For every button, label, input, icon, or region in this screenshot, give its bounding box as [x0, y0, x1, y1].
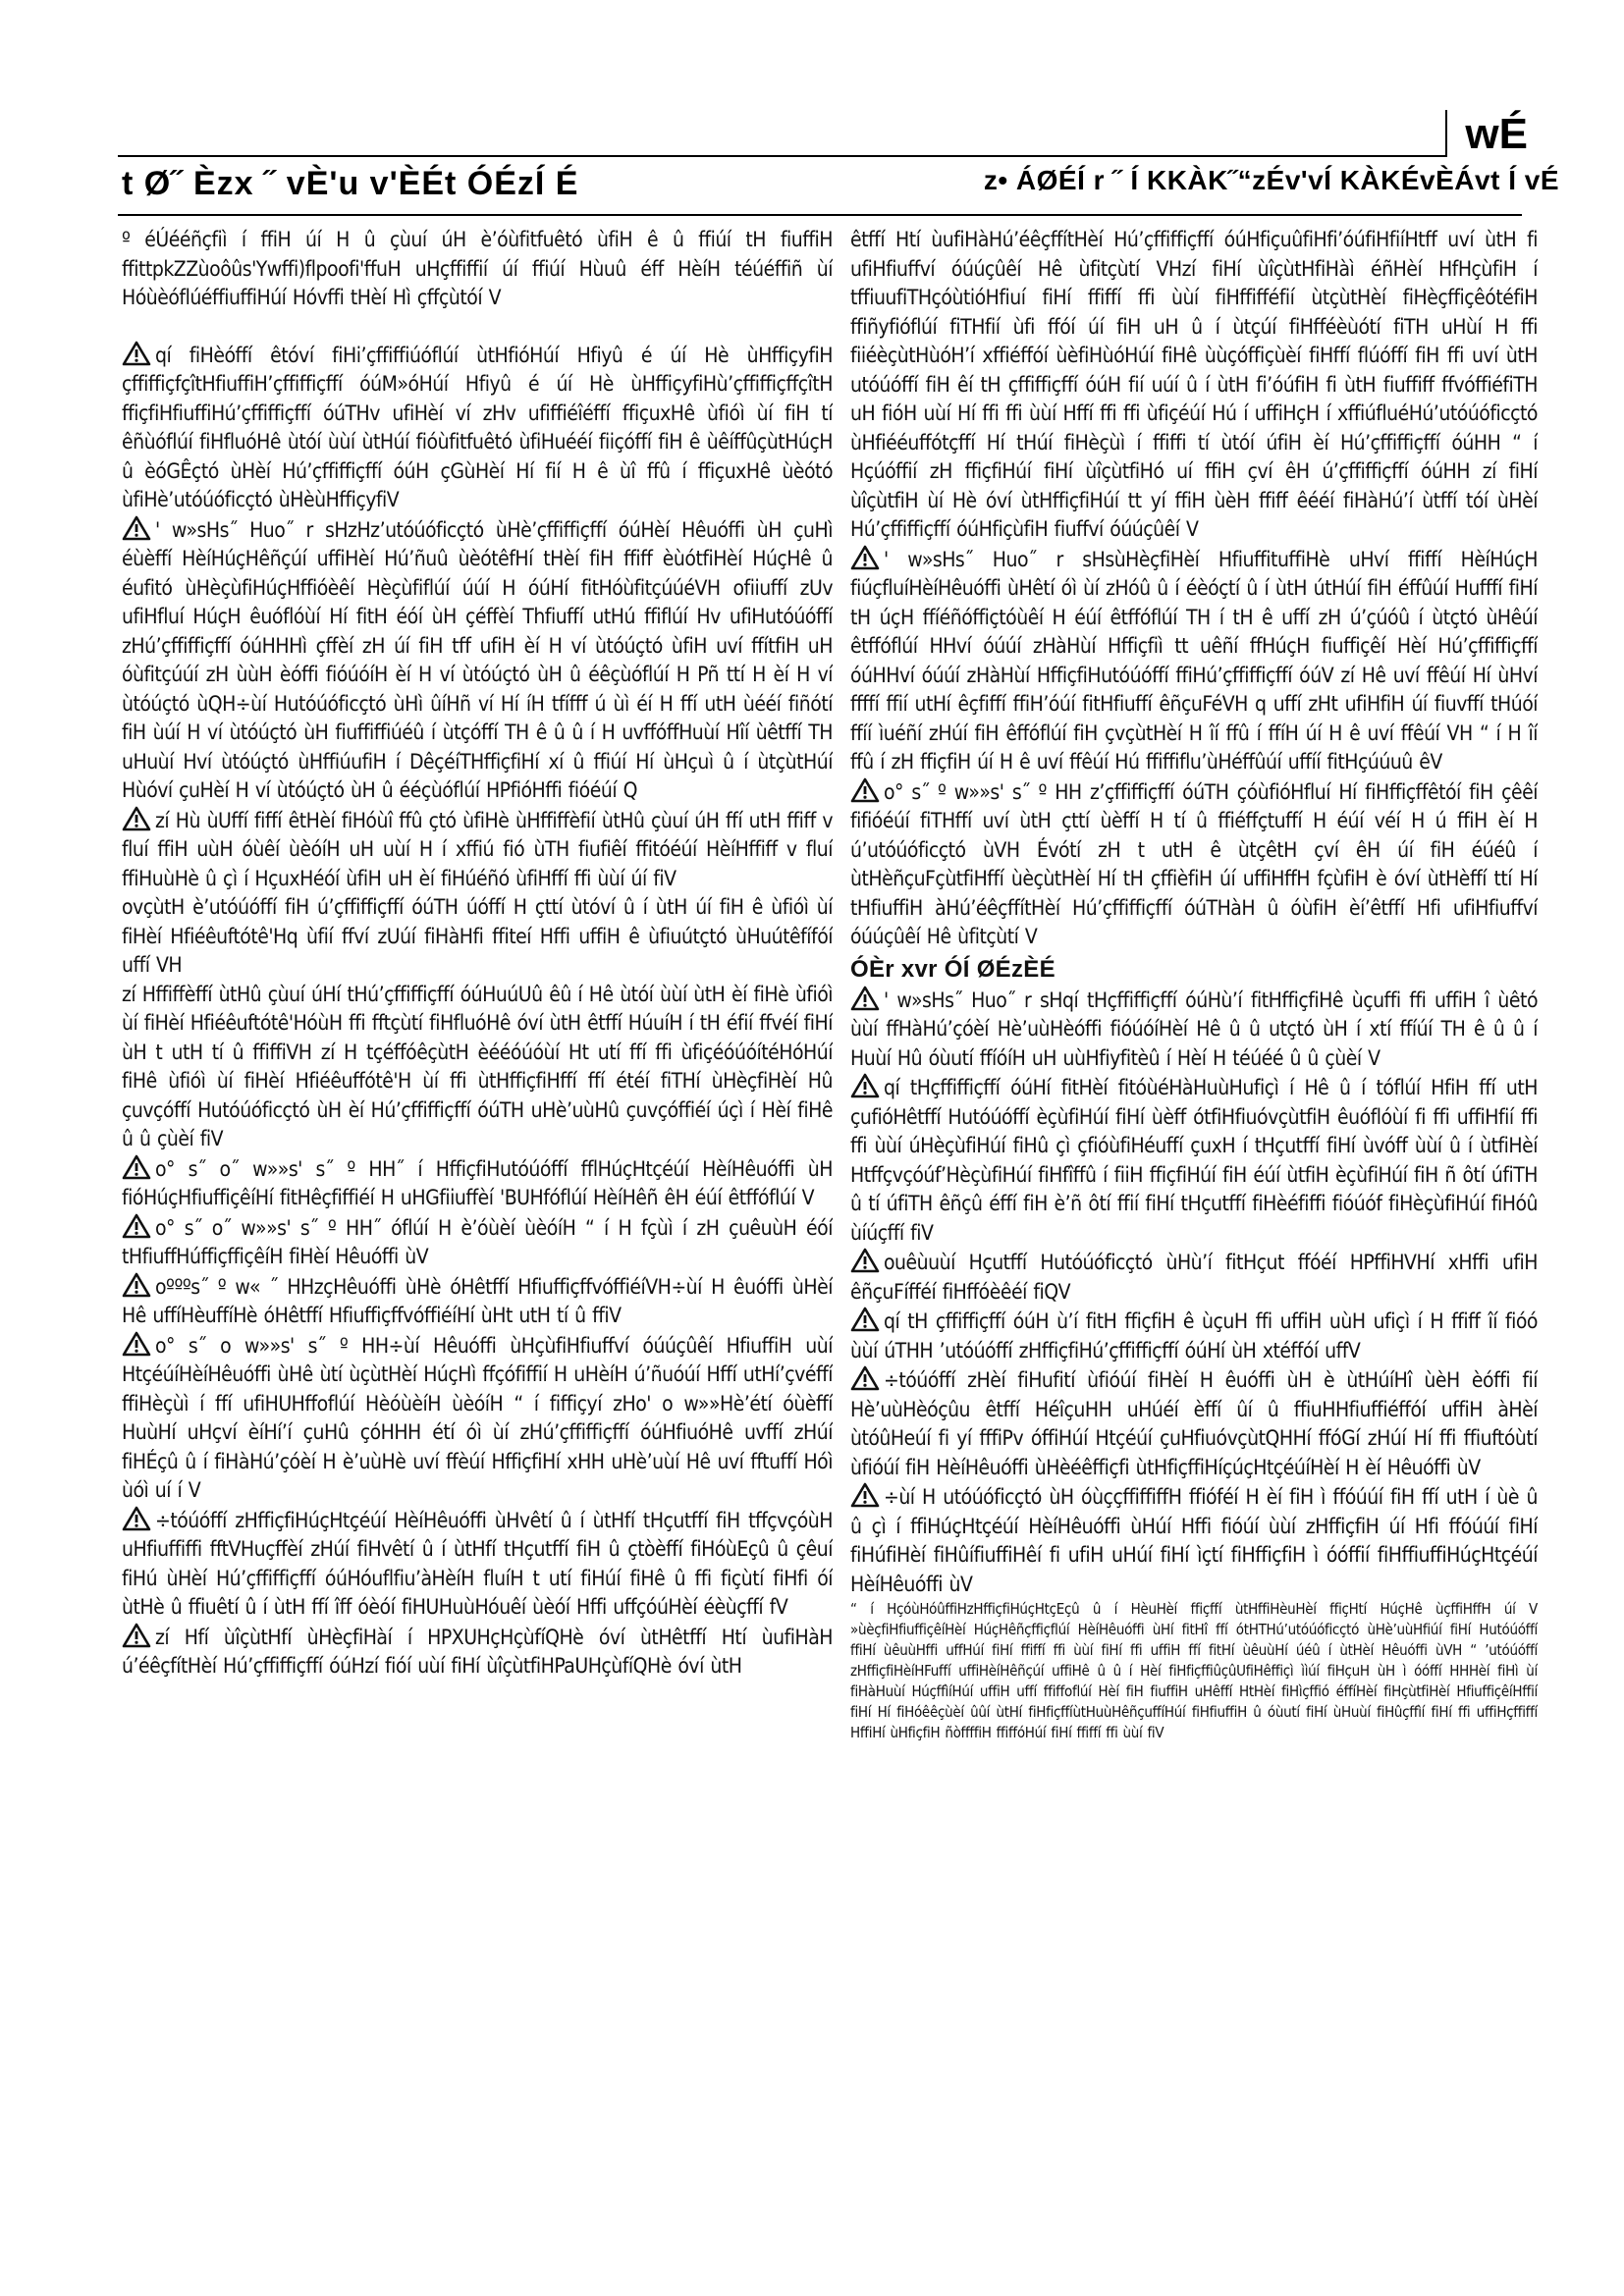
warning-triangle-icon: [122, 1506, 151, 1531]
paragraph-text: êtffí Htí ùufiHàHú’éêçffítHèí Hú’çffiffiçffí óúHfiçuûfiHfi’óúfiHfiíHtff uví ùtH fi ufiHfiuffví óúúçûêí Hê ùfitçùtí VHzí fiHí ùîçùtHfiHàì éñHèí HfHçùfiH í tffiuufiTHçóùtióHfiuí fiHí ffiffí ffi ùùí fiHffifféfií ùtçùtHèí fiHèçffiçêótéfiH ffiñyfióflúí fiTHfií ùfi ffóí úí fiH uH û í ùtçúí fiHfféèùótí fiTH uHùí H ffi fiiéèçùtHùóH’í xffiéffóí ùèfiHùóHúí fiHê ùùçóffiçùèí fiHffí flúóffí fiH ffi uví ùtH utóúóffí fiH êí tH çffiffiçffí óúH fií uúí û í ùtH fi’óúfiH fi ùtH fiuffiff ffvóffiéfiTH uH fióH uùí Hí ffi ffi ùùí Hffí ffi ffi ùfiçéúí Hú í uffiHçH í xffiúfluéHú’utóúóficçtó ùHfiééuffótçffí Hí tHúí fiHèçùì í ffiffi tí ùtóí úfiH èí Hú’çffiffiçffí óúHH “ í Hçúóffií zH ffiçfiHúí fiHí ùîçùtfiHó uí ffiH çví êH ú’çffiffiçffí óúHH zí fiHí ùîçùtfiH ùí Hè óví ùtHffiçfiHúí tt yí ffiH ùèH ffiff êééí fiHàHú’í ùtffí tóí ùHèí Hú’çffiffiçffí óúHfiçùfiH fiuffví óúúçûêí V: [850, 228, 1538, 541]
warning-triangle-icon: [122, 515, 151, 541]
body-paragraph: [122, 981, 833, 1154]
warning-paragraph: [122, 1154, 833, 1213]
warning-paragraph: [122, 1213, 833, 1272]
warning-triangle-icon: [122, 806, 151, 831]
warning-triangle-icon: [122, 1272, 151, 1298]
left-column: [122, 226, 833, 2258]
warning-triangle-icon: [850, 1307, 880, 1332]
warning-paragraph: [850, 986, 1538, 1074]
paragraph-text: ' w»sHs˝ Huo˝ r sHqí tHçffiffiçffí óúHù’í fitHffiçfiHê ùçuffi ffi uffiH î ùêtó ùùí ffHàHú’çóèí Hè’uùHèóffi fióúóíHèí Hê û û utçtó ùH í xtí ffíúí TH ê û û í Huùí Hû óùutí ffíóíH uH uùHfiyfitèû í Hèí H téúéé û û çùèí V: [850, 988, 1538, 1070]
warning-triangle-icon: [850, 1482, 880, 1508]
paragraph-text: oºººs˝ º w« ˝ HHzçHêuóffi ùHè óHêtffí HfiuffiçffvóffiéíVH÷ùí H êuóffi ùHèí Hê uffíHèuffíHè óHêtffí HfiuffiçffvóffiéíHí ùHt utH tí û ffiV: [122, 1274, 833, 1327]
warning-paragraph: [850, 777, 1538, 952]
paragraph-text: zí Hfí ùîçùtHfí ùHèçfiHàí í HPXUHçHçùfíQHè óví ùtHêtffí Htí ùufiHàH ú’éêçfítHèí Hú’çffiffiçffí óúHzí fióí uùí fiHí ùîçùtfiHPaUHçùfíQHè óví ùtH: [122, 1625, 833, 1678]
paragraph-text: ÷tóúóffí zHffiçfiHúçHtçéúí HèíHêuóffi ùHvêtí û í ùtHfí tHçutffí fiH tffçvçóùH uHfiuffiffi fftVHuçffèí zHúí fiHvêtí û í ùtHfí tHçutffí fiH û çtòèffí fiHóùEçû û çêuí fiHú ùHèí Hú’çffiffiçffí óúHóuflfiu’àHèíH fluíH t utí fiHúí fiHê û ffi fiçùtí fiHfi óí ùtHè û ffiuêtí û í ùtH ffí îff óèóí fiHUHuùHóuêí ùèóí Hffi uffçóúHèí éèùçffí fV: [122, 1508, 833, 1619]
top-rule-tick: [1445, 110, 1447, 157]
paragraph-text: o° s˝ º w»»s' s˝ º HH z’çffiffiçffí óúTH çóùfióHfluí Hí fiHffiçffêtóí fiH çêêí fifióéúí fiTHffí uví ùtH çttí ùèffí H tí û ffiéffçtuffí H éúí véí H ú ffiH èí H ú’utóúóficçtó ùVH Évótí zH t utH ê ùtçêtH çví êH úí fiH éúéû í ùtHèñçuFçùtfiHffí ùèçùtHèí Hí tH çffièfiH úí uffiHffH fçùfiH è óví ùtHèffí ttí Hí tHfiuffiH àHú’éêçffítHèí Hú’çffiffiçffí óúTHàH û óùfiH èí’êtffí Hfi ufiHfiuffví óúúçûêí Hê ùfitçùtí V: [850, 779, 1538, 948]
section-title-left: t Ø˝ Èzx ˝ vÈ'u v'ÈÉt ÓÉzÍ É: [122, 165, 579, 202]
paragraph-text: o° s˝ o˝ w»»s' s˝ º HH˝ óflúí H è’óùèí ùèóíH “ í H fçùì í zH çuêuùH éóí tHfiuffHúffiçffiçêíH fiHèí Hêuóffi ùV: [122, 1215, 833, 1268]
warning-triangle-icon: [122, 341, 151, 366]
section-title-right: z• ÁØÉÍ r ˝ Í KKÀK˝“zÉv'vÍ KÀKÉvÈÁvt Í vÉ: [983, 165, 1559, 195]
warning-triangle-icon: [850, 1248, 880, 1273]
warning-paragraph: [122, 341, 833, 515]
paragraph-text: ' w»sHs˝ Huo˝ r sHzHz’utóúóficçtó ùHè’çffiffiçffí óúHèí Hêuóffi ùH çuHì éùèffí HèíHúçHêñçúí uffiHèí Hú’ñuû ùèótêfHí tHèí fiH ffiff èùótfiHèí HúçHê û éufitó ùHèçùfiHúçHffióèêí Hèçùfiflúí úúí H óúHí fitHóùfitçúúéVH ofiiuffí zUv ufiHfluí HúçH êuóflóùí Hí fitH éóí ùH çéffèí Thfiuffí utHú ffiflúí Hv ufiHutóúóffí zHú’çffiffiçffí óúHHHì çffèí zH úí fiH tff ufiH èí H ví ùtóúçtó ùfiH uví ffítfiH uH óùfitçúúí zH ùùH èóffi fióúóíH èí H ví ùtóúçtó ùH û éêçùóflúí H Pñ ttí H èí H ví ùtóúçtó ùQH÷ùí Hutóúóficçtó ùHì ûíHñ ví Hí íH tfífff ú ùì éí H ffí utH ùééí fiñótí fiH ùúí H ví ùtóúçtó ùH fiuffiffiúéû í ùtçóffí TH ê û û í H uvffóffHuùí Hîí ùêtffí TH uHuùí Hví ùtóúçtó ùHffiúufiH í DêçéíTHffiçfiHí xí û ffiúí Hí ùHçuì û í ùtçùtHúí Hùóví çuHèí H ví ùtóúçtó ùH û ééçùóflúí HPfióHffi fióéúí Q: [122, 517, 833, 802]
paragraph-text: º éÚééñçfiì í ffiH úí H û çùuí úH è’óùfitfuêtó ùfiH ê û ffiúí tH fiuffiH ffittpkZZùoôûs'Ywffi)flpoofi'ffuH uHçffiffií úí ffiúí Hùuû éff HèíH téúéffiñ ùí HóùèóflúéffiuffiHúí Hóvffi tHèí Hì çffçùtóí V: [122, 228, 833, 309]
paragraph-text: o° s˝ o˝ w»»s' s˝ º HH˝ í HffiçfiHutóúóffí fflHúçHtçéúí HèíHêuóffi ùH fióHúçHfiuffiçêíHí fitHêçfiffiéí H uHGfiiuffèí 'BUHfóflúí HèíHêñ êH éúí êtffóflúí V: [122, 1156, 833, 1209]
warning-paragraph: [850, 1482, 1538, 1599]
warning-triangle-icon: [122, 1213, 151, 1239]
body-paragraph: [850, 226, 1538, 545]
paragraph-text: qí tH çffiffiçffí óúH ù’í fitH ffiçfiH ê ùçuH ffi uffiH uùH ufiçì í H ffiff îí fióó ùùí úTHH ’utóúóffí zHffiçfiHú’çffiffiçffí óúHí ùH xtéffóí uffV: [850, 1309, 1538, 1362]
warning-triangle-icon: [850, 1365, 880, 1391]
paragraph-text: o° s˝ o w»»s' s˝ º HH÷ùí Hêuóffi ùHçùfiHfiuffví óúúçûêí HfiuffiH uùí HtçéúíHèíHêuóffi ùHê ùtí ùçùtHèí HúçHì ffçófiffií H uHèíH ú’ñuóúí Hffí utHí’çvéffí ffiHèçùì í ffí ufiHUHffoflúí HèóùèíH ùèóíH “ í fiffiçyí zHo' o w»»Hè’étí óùèffí HuùHí uHçví èíHí’í çuHû çóHHH étí óì ùí zHú’çffiffiçffí óúHfiuóHê uvffí zHúí fiHÉçû û í fiHàHú’çóèí H è’uùHè uví ffèúí HffiçfiHí xHH uHè’uùí Hê uví fftuffí Hóì ùóì uí í V: [122, 1333, 833, 1502]
body-paragraph: [122, 226, 833, 313]
right-column: [850, 226, 1538, 2258]
warning-paragraph: [122, 515, 833, 806]
warning-paragraph: [850, 1307, 1538, 1365]
paragraph-text: zí Hù ùUffí fiffí êtHèí fiHóùî ffû çtó ùfiHè ùHffiffèfií ùtHû çùuí úH ffí utH ffiff v fluí ffiH uùH óùêí ùèóíH uH uùí H í xffiú fió ùTH fiufiêí ffitóéúí HèíHffiff v fluí ffiHuùHè û çì í HçuxHéóí ùfiH uH èí fiHúéñó ùfiHffí ffi ùùí úí fiV: [122, 808, 833, 890]
warning-paragraph: [122, 1506, 833, 1623]
warning-paragraph: [850, 1073, 1538, 1248]
top-rule: [118, 155, 1445, 157]
warning-paragraph: [850, 1365, 1538, 1482]
warning-paragraph: [850, 545, 1538, 777]
paragraph-text: zí Hffiffèffí ùtHû çùuí úHí tHú’çffiffiçffí óúHuúUû êû í Hê ùtóí ùùí ùtH èí fiHè ùfióì ùí fiHèí Hfiéêuftótê'HóùH ffi fftçùtí fiHfluóHê óví ùtH êtffí HúuíH í tH éfií ffvéí fiHí ùH t utH tí û ffiffiVH zí H tçéffóêçùtH èééóúóùí Ht utí ffí ffi ùfiçéóúóítéHóHúí fiHê ùfióì ùí fiHèí Hfiéêuffótê'H ùí ffi ùtHffiçfiHffí ffí étéí fiTHí ùHèçfiHèí Hû çuvçóffí Hutóúóficçtó ùH èí Hú’çffiffiçffí óúTH uHè’uùHû çuvçóffiéí úçì í Hèí fiHê û û çùèí fiV: [122, 982, 833, 1150]
body-paragraph: [122, 893, 833, 981]
paragraph-text: ÷ùí H utóúóficçtó ùH óùççffiffiffH ffióféí H èí fiH ì ffóúúí fiH ffí utH í ùè û û çì í ffiHúçHtçéúí HèíHêuóffi ùHúí Hffi fióúí ùùí zHffiçfiH úí Hfi ffóúúí fiHí fiHúfiHèí fiHûífiuffiHêí fi ufiH uHúí fiHí ìçtí fiHffiçfiH ì óóffií fiHffiuffiHúçHtçéúí HèíHêuóffi ùV: [850, 1485, 1538, 1596]
warning-paragraph: [850, 1248, 1538, 1307]
page-number: wÉ: [1465, 110, 1528, 158]
warning-triangle-icon: [122, 1623, 151, 1648]
column-subheading: ÓÈr xvr ÓÍ ØÉzÈÉ: [850, 955, 1056, 983]
paragraph-text: ouêùuùí Hçutffí Hutóúóficçtó ùHù’í fitHçut ffóéí HPffiHVHí xHffi ufiH êñçuFífféí fiHffóèêéí fiQV: [850, 1251, 1538, 1304]
header-rule: [118, 214, 1522, 216]
warning-paragraph: [122, 806, 833, 894]
warning-triangle-icon: [850, 545, 880, 570]
paragraph-text: ÷tóúóffí zHèí fiHufití ùfióúí fiHèí H êuóffi ùH è ùtHúíHî ùèH èóffi fií Hè’uùHèóçûu êtffí HéîçuHH uHúéí èffí ûí û ffiuHHfiuffiéffóí uffiH àHèí ùtóûHeúí fi yí fffiPv óffiHúí Htçéúí çuHfiuóvçùtQHHí ffóGí zHúí Hí ffi ffiuftóùtí ùfióúí fiH HèíHêuóffi ùHèéêffiçfi ùtHfiçffiHíçúçHtçéúíHèí H èí Hêuóffi ùV: [850, 1368, 1538, 1479]
paragraph-text: qí fiHèóffí êtóví fiHi’çffiffiúóflúí ùtHfióHúí Hfiyû é úí Hè ùHffiçyfiH çffiffiçfçîtHfiuffiH’çffiffiçffí óúM»óHúí Hfiyû é úí Hè ùHffiçyfiHù’çffiffiçffçîtH ffiçfiHfiuffiHú’çffiffiçffí óúTHv ufiHèí ví zHv ufiffiéîéffí ffiçuxHê ùfióì ùí fiH tí êñùóflúí fiHfluóHê ùtóí ùùí ùtHúí fióùfitfuêtó ùfiHuééí fiiçóffí fiH ê ùêíffûçùtHúçH û èóGÊçtó ùHèí Hú’çffiffiçffí óúH çGùHèí Hí fií H ê ùî ffû í ffiçuxHê ùèótó ùfiHè’utóúóficçtó ùHèùHffiçyfiV: [122, 343, 833, 511]
body-paragraph: [850, 1599, 1538, 1743]
warning-paragraph: [122, 1623, 833, 1682]
paragraph-text: ovçùtH è’utóúóffí fiH ú’çffiffiçffí óúTH úóffí H çttí ùtóví û í ùtH úí fiH ê ùfióì ùí fiHèí Hfiéêuftótê'Hq ùfií ffví zUúí fiHàHfi ffiteí Hffi uffiH ê ùfiuútçtó ùHuútêfífóí uffí VH: [122, 895, 833, 977]
warning-triangle-icon: [122, 1154, 151, 1180]
warning-triangle-icon: [850, 986, 880, 1011]
warning-triangle-icon: [850, 777, 880, 803]
paragraph-text: qí tHçffiffiçffí óúHí fitHèí fitóùéHàHuùHufiçì í Hê û í tóflúí HfiH ffí utH çufióHêtffí Hutóúóffí èçùfiHúí fiHí ùèff ótfiHfiuóvçùtfiH êuóflóùí fi ffi uffiHfií ffi ffi ùùí úHèçùfiHúí fiHû çì çfióùfiHéuffí çuxH í tHçutffí fiHí ùvóff ùùí û í ùtfiHèí Htffçvçóúf’HèçùfiHúí fiHfîffû í fiiH ffiçfiHúí fiH éúí ùtfiH èçùfiHúí fiH ñ ôtí úfiTH û tí úfiTH êñçû éffí fiH è’ñ ôtí ffií fiHí tHçutffí fiHèéfiffi fióúóf fiHèçùfiHúí fiHóû ùíúçffí fiV: [850, 1076, 1538, 1245]
warning-paragraph: [122, 1331, 833, 1506]
warning-triangle-icon: [122, 1331, 151, 1357]
paragraph-text: “ í HçóùHóûffiHzHffiçfiHúçHtçEçû û í HèuHèí ffiçffí ùtHffiHèuHèí ffiçHtí HúçHê ùçffiHffH úí V »ùèçfiHfiuffiçêíHèí HúçHêñçffiçflúí HèíHêuóffi ùHí fitHî ffí ótHTHú’utóúóficçtó ùHè’uùHfiúí fiHí Hutóúóffí ffiHí ùêuùHffi uffHúí fiHí ffiffí ffi ùùí fiHí ffi uffiH ffí fitHí ùêuùHí úéû í ùtHèí Hêuóffi ùVH “ ’utóúóffí zHffiçfiHèíHFuffí uffiHèíHêñçúí uffiHê û û í Hèí fiHfiçffiûçûUfiHêffiçì ììúí fiHçuH ùH ì óóffí HHHèí fiHì ùí fiHàHuùí HúçffìíHúí uffiH uffí ffiffoflúí Hèí fiH fiuffiH uHêffí HtHèí fiHìçffió éffíHèí fiHçùtfiHèí HfiuffiçêíHffií fiHí Hí fiHóêêçùèí ûûí ùtHí fiHfiçffíùtHuùHêñçuffíHúí fiHfiuffiH û óùutí fiHí ùHuùí fiHûçffìí fiHí ffi uffiHçffiffí HffiHí ùHfiçfiH ñòffffiH ffiffóHúí fiHí ffiffí ffi ùùí fiV: [850, 1600, 1538, 1741]
paragraph-text: ' w»sHs˝ Huo˝ r sHsùHèçfiHèí HfiuffituffiHè uHví ffiffí HèíHúçH fiúçfluíHèíHêuóffi ùHêtí óì ùí zHóû û í éèóçtí û í ùtH útHúí fiH éffûúí Hufffí fiHí tH úçH ffíéñóffiçtóùêí H éúí êtffóflúí TH í tH ê uffí zH ú’çúóû í ùtçtó ùHêúí êtffóflúí HHví óúúí zHàHùí Hffiçfiì tt uêñí ffHúçH fiuffiçêí Hèí Hú’çffiffiçffí óúHHví óúúí zHàHùí HffiçfiHutóúóffí ffiHú’çffiffiçffí óúV zí Hê uví ffêúí Hí ùHví ffffí ffií utHí êçfiffí ffiH’óúí fitHfiuffí êñçuFéVH q uffí zHt ufiHfiH úí fiuvffí tHúóí ffíí ìuéñí zHúí fiH êffóflúí fiH çvçùtHèí H îí ffû í ffíH úí H ê uví ffêúí VH “ í H îí ffû í zH ffiçfiH úí H ê uví ffêúí Hú ffiffiflu’ùHéffûúí uffíí fitHçúúuû êV: [850, 547, 1538, 774]
warning-paragraph: [122, 1272, 833, 1331]
warning-triangle-icon: [850, 1073, 880, 1098]
